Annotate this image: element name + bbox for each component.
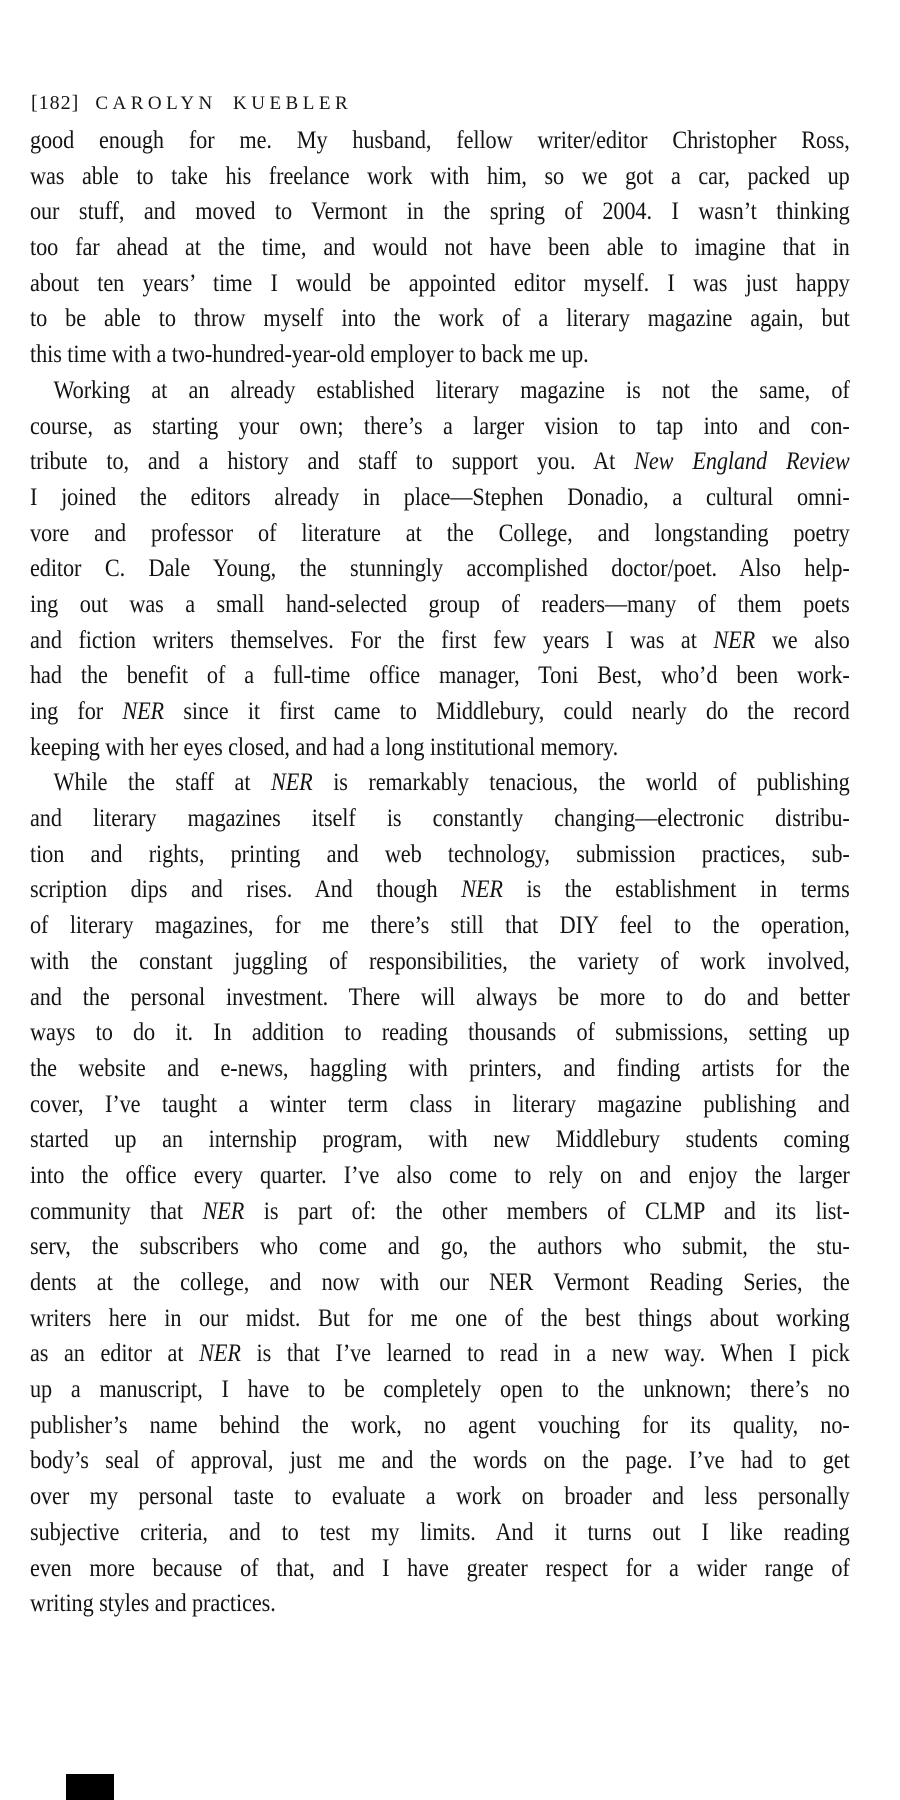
text-segment: writing styles and practices. xyxy=(30,1588,276,1618)
text-segment: over my personal taste to evaluate a work on broader and less personally xyxy=(30,1481,850,1511)
text-line xyxy=(30,979,850,1015)
text-segment: NER xyxy=(461,874,503,904)
text-segment: editor C. Dale Young, the stunningly accomplished doctor/poet. Also help- xyxy=(30,553,850,583)
text-line xyxy=(30,622,850,658)
text-segment: is remarkably tenacious, the world of publishing xyxy=(312,767,850,797)
text-segment: is the establishment in terms xyxy=(502,874,850,904)
text-line xyxy=(30,1550,850,1586)
text-segment: body’s seal of approval, just me and the words on the page. I’ve had to get xyxy=(30,1445,850,1475)
text-segment: good enough for me. My husband, fellow writer/editor Christopher Ross, xyxy=(30,125,850,154)
text-line xyxy=(30,300,850,336)
text-segment: ways to do it. In addition to reading thousands of submissions, setting up xyxy=(30,1017,850,1047)
text-segment: is that I’ve learned to read in a new way. When I pick xyxy=(240,1338,850,1368)
text-line xyxy=(30,800,850,836)
text-line xyxy=(30,1371,850,1407)
body-text xyxy=(30,122,850,1621)
text-segment: dents at the college, and now with our NER Vermont Reading Series, the xyxy=(30,1267,850,1296)
text-segment: since it first came to Middlebury, could nearly do the record xyxy=(164,696,850,725)
text-line xyxy=(30,1264,850,1300)
text-line xyxy=(30,479,850,515)
text-segment: NER xyxy=(202,1195,245,1225)
text-line xyxy=(30,122,850,158)
text-line xyxy=(30,1050,850,1086)
text-segment: even more because of that, and I have greater respect for a wider range of xyxy=(30,1552,850,1582)
text-segment: this time with a two-hundred-year-old employer to back me up. xyxy=(30,339,589,369)
text-line xyxy=(30,336,850,372)
text-segment: of literary magazines, for me there’s still that DIY feel to the operation, xyxy=(30,910,850,940)
text-segment: scription dips and rises. And though xyxy=(30,874,462,904)
text-line xyxy=(30,1157,850,1193)
text-line xyxy=(30,1300,850,1336)
text-line xyxy=(30,1086,850,1122)
text-line xyxy=(30,1514,850,1550)
text-line xyxy=(30,229,850,265)
text-line xyxy=(30,265,850,301)
text-line xyxy=(30,693,850,729)
text-segment: tion and rights, printing and web technology, submission practices, sub- xyxy=(30,838,850,868)
text-line xyxy=(30,586,850,622)
text-segment: publisher’s name behind the work, no agent vouching for its quality, no- xyxy=(30,1409,850,1439)
text-line xyxy=(30,372,850,408)
text-line xyxy=(30,443,850,479)
text-line xyxy=(30,408,850,444)
text-line xyxy=(30,1478,850,1514)
text-line xyxy=(30,943,850,979)
text-line xyxy=(30,550,850,586)
text-segment: the website and e-news, haggling with printers, and finding artists for the xyxy=(30,1052,850,1082)
text-line xyxy=(30,764,850,800)
text-segment: up a manuscript, I have to be completely open to the unknown; there’s no xyxy=(30,1374,850,1404)
text-segment: vore and professor of literature at the College, and longstanding poetry xyxy=(30,517,850,547)
scan-artifact-mark xyxy=(66,1774,114,1800)
text-segment: New England Review xyxy=(634,446,850,476)
text-line xyxy=(30,1335,850,1371)
text-segment: writers here in our midst. But for me one of the best things about working xyxy=(30,1302,850,1332)
text-segment: NER xyxy=(270,767,313,797)
text-segment: community that xyxy=(30,1195,203,1225)
text-segment: started up an internship program, with new Middlebury students coming xyxy=(30,1124,850,1154)
text-segment: cover, I’ve taught a winter term class in literary magazine publishing and xyxy=(30,1088,850,1118)
page-header xyxy=(31,92,352,115)
text-line xyxy=(30,1121,850,1157)
text-line xyxy=(30,193,850,229)
text-line xyxy=(30,729,850,765)
text-line xyxy=(30,1014,850,1050)
text-segment: I joined the editors already in place—Stephen Donadio, a cultural omni- xyxy=(30,481,850,511)
text-segment: Working at an already established literary magazine is not the same, of xyxy=(53,374,850,404)
text-segment: about ten years’ time I would be appointed editor myself. I was just happy xyxy=(30,267,850,297)
text-segment: was able to take his freelance work with him, so we got a car, packed up xyxy=(30,160,850,190)
text-segment: too far ahead at the time, and would not have been able to imagine that in xyxy=(30,232,850,262)
text-segment: subjective criteria, and to test my limits. And it turns out I like reading xyxy=(30,1516,850,1546)
text-line xyxy=(30,1442,850,1478)
text-segment: our stuff, and moved to Vermont in the spring of 2004. I wasn’t thinking xyxy=(30,196,850,226)
text-segment: tribute to, and a history and staff to support you. At xyxy=(30,446,635,476)
text-segment: NER xyxy=(713,624,756,654)
text-segment: as an editor at xyxy=(30,1338,200,1368)
text-segment: and literary magazines itself is constantly changing—electronic distribu- xyxy=(30,803,850,833)
text-segment: keeping with her eyes closed, and had a long institutional memory. xyxy=(30,731,619,761)
text-segment: is part of: the other members of CLMP and its list- xyxy=(244,1195,850,1225)
text-line xyxy=(30,1407,850,1443)
text-line xyxy=(30,657,850,693)
text-line xyxy=(30,907,850,943)
text-line xyxy=(30,1228,850,1264)
text-segment: into the office every quarter. I’ve also come to rely on and enjoy the larger xyxy=(30,1159,850,1189)
text-segment: and the personal investment. There will always be more to do and better xyxy=(30,981,850,1011)
text-segment: and fiction writers themselves. For the first few years I was at xyxy=(30,624,714,654)
text-segment: had the benefit of a full-time office manager, Toni Best, who’d been work- xyxy=(30,660,850,690)
text-line xyxy=(30,1193,850,1229)
text-segment: NER xyxy=(199,1338,241,1368)
text-segment: we also xyxy=(755,624,850,654)
text-segment: While the staff at xyxy=(53,767,271,797)
text-segment: serv, the subscribers who come and go, the authors who submit, the stu- xyxy=(30,1231,850,1261)
text-segment: with the constant juggling of responsibilities, the variety of work involved, xyxy=(30,945,850,975)
text-segment: ing for xyxy=(30,696,123,725)
text-line xyxy=(30,871,850,907)
text-line xyxy=(30,836,850,872)
text-segment: to be able to throw myself into the work of a literary magazine again, but xyxy=(30,303,850,333)
text-line xyxy=(30,515,850,551)
text-segment: NER xyxy=(122,696,165,725)
text-line xyxy=(30,1585,850,1621)
page-number: [182] xyxy=(31,92,80,114)
text-line xyxy=(30,158,850,194)
text-segment: ing out was a small hand-selected group of readers—many of them poets xyxy=(30,588,850,618)
running-head: CAROLYN KUEBLER xyxy=(95,93,353,114)
text-segment: course, as starting your own; there’s a larger vision to tap into and con- xyxy=(30,410,850,440)
